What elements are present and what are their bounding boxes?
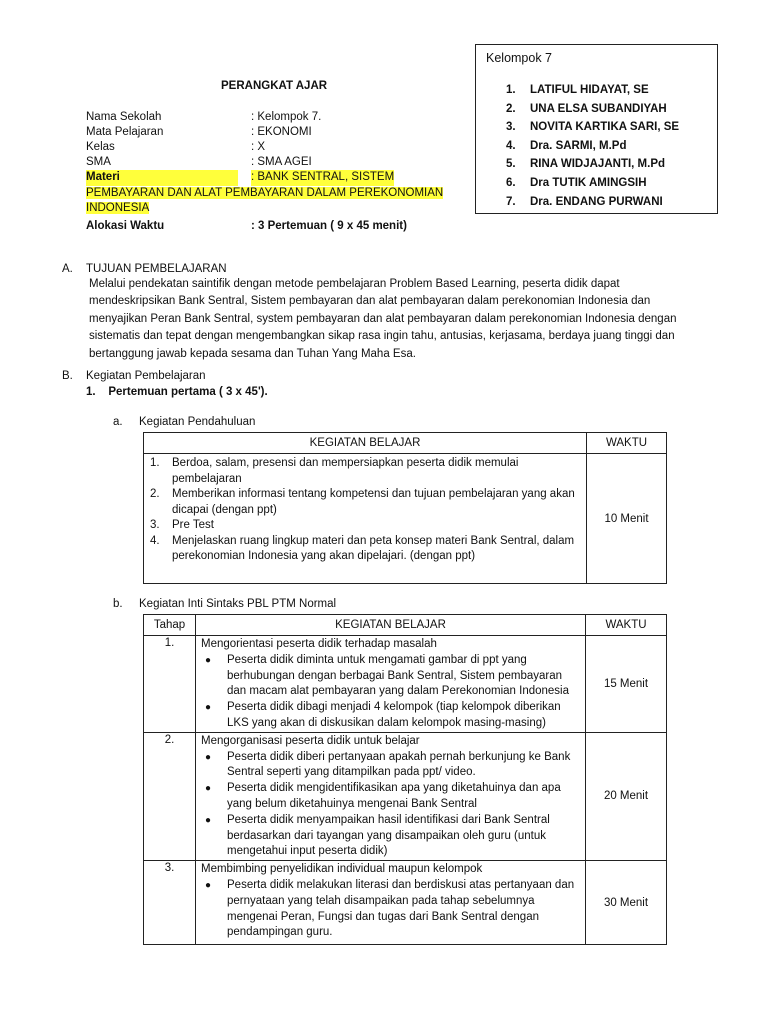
kelompok-member: 7. Dra. ENDANG PURWANI: [506, 195, 663, 208]
meta-row-alokasi-waktu: Alokasi Waktu : 3 Pertemuan ( 9 x 45 menit): [86, 220, 407, 232]
kelompok-member-list: [506, 81, 679, 211]
tahap-title: Mengorientasi peserta didik terhadap masalah: [201, 638, 437, 650]
meta-row-sma: SMA : SMA AGEI: [86, 156, 312, 168]
bullet-list: [201, 878, 577, 941]
column-header: KEGIATAN BELAJAR: [196, 615, 586, 636]
bullet-icon: ●: [205, 702, 212, 714]
kegiatan-cell: [144, 454, 587, 584]
materi-block: [86, 170, 443, 217]
waktu-cell: 15 Menit: [586, 636, 667, 733]
section-b-heading: B. Kegiatan Pembelajaran: [62, 370, 206, 382]
bullet-icon: ●: [205, 654, 212, 666]
kegiatan-cell: [196, 732, 586, 860]
bullet-icon: ●: [205, 783, 212, 795]
kelompok-member: 5. RINA WIDJAJANTI, M.Pd: [506, 158, 666, 171]
table-header-row: [144, 615, 667, 636]
meta-row-mata-pelajaran: Mata Pelajaran : EKONOMI: [86, 126, 312, 138]
table-kegiatan-inti: [143, 614, 667, 945]
list-item: 2. Memberikan informasi tentang kompetensi dan tujuan pembelajaran yang akan dicapai (dengan ppt): [150, 488, 575, 516]
kelompok-box: [475, 44, 718, 214]
waktu-cell: 30 Menit: [586, 861, 667, 945]
table-header-row: [144, 433, 667, 454]
kelompok-member: 3. NOVITA KARTIKA SARI, SE: [506, 121, 680, 134]
sub-a-heading: a. Kegiatan Pendahuluan: [113, 416, 256, 428]
kegiatan-list: [150, 456, 578, 565]
kegiatan-cell: [196, 636, 586, 733]
list-item: ● Peserta didik melakukan literasi dan berdiskusi atas pertanyaan dan pernyataan yang telah disampaikan pada tahap sebelumnya mengenai Peran, Fungsi dan tugas dari Bank Sentral dengan pendampingan guru.: [205, 878, 575, 939]
tahap-title: Mengorganisasi peserta didik untuk belajar: [201, 734, 420, 747]
kegiatan-cell: [196, 861, 586, 945]
meta-row-kelas: Kelas : X: [86, 141, 266, 153]
list-item: ● Peserta didik diminta untuk mengamati gambar di ppt yang berhubungan dengan berbagai Bank Sentral, Sistem pembayaran dan macam alat pembayaran yang dalam Perekonomian Indonesia: [205, 653, 570, 698]
tahap-title: Membimbing penyelidikan individual maupun kelompok: [201, 863, 483, 876]
tahap-cell: 1.: [144, 636, 196, 733]
kelompok-member: 4. Dra. SARMI, M.Pd: [506, 139, 627, 152]
column-header: KEGIATAN BELAJAR: [144, 433, 587, 454]
bullet-list: [201, 750, 577, 861]
bullet-icon: ●: [205, 751, 212, 763]
column-header: Tahap: [144, 615, 196, 636]
list-item: 3. Pre Test: [150, 519, 214, 531]
list-item: 4. Menjelaskan ruang lingkup materi dan peta konsep materi Bank Sentral, dalam perekonomian Indonesia yang akan dipelajari. (dengan ppt): [150, 534, 575, 562]
table-row: [144, 861, 667, 945]
bullet-icon: ●: [205, 814, 212, 826]
materi-value: : BANK SENTRAL, SISTEM: [251, 170, 394, 186]
table-row: [144, 732, 667, 860]
bullet-icon: ●: [205, 879, 212, 891]
materi-label: Materi: [86, 170, 238, 186]
waktu-cell: 10 Menit: [587, 454, 667, 584]
list-item: ● Peserta didik menyampaikan hasil identifikasi dari Bank Sentral berdasarkan dari tayangan yang disampaikan oleh guru (untuk mengetahui input peserta didik): [205, 813, 550, 858]
materi-value-line3: INDONESIA: [86, 202, 150, 214]
column-header: WAKTU: [587, 433, 667, 454]
meta-row-nama-sekolah: Nama Sekolah : Kelompok 7.: [86, 111, 322, 123]
list-item: ● Peserta didik diberi pertanyaan apakah pernah berkunjung ke Bank Sentral seperti yang ditampilkan pada ppt/ video.: [205, 750, 571, 779]
list-item: 1. Berdoa, salam, presensi dan mempersiapkan peserta didik memulai pembelajaran: [150, 457, 519, 485]
list-item: ● Peserta didik dibagi menjadi 4 kelompok (tiap kelompok diberikan LKS yang akan di diskusikan dalam kelompok masing-masing): [205, 701, 561, 729]
kelompok-member: 6. Dra TUTIK AMINGSIH: [506, 176, 647, 189]
kelompok-member: 1. LATIFUL HIDAYAT, SE: [506, 84, 649, 96]
section-a-paragraph: Melalui pendekatan saintifik dengan metode pembelajaran Problem Based Learning, peserta didik dapat mendeskripsikan Bank Sentral, Sistem pembayaran dan alat pembayaran dalam perekonomian Indonesia dan menyajikan Peran Bank Sentral, system pembayaran dan alat pembayaran dalam perekonomian Indonesia dengan sistematis dan tepat dengan mengembangkan sikap rasa ingin tahu, antusias, kerjasama, berdaya juang tinggi dan bertanggung jawab kepada sesama dan Tuhan Yang Maha Esa.: [89, 278, 677, 360]
waktu-cell: 20 Menit: [586, 732, 667, 860]
sub-b-heading: b. Kegiatan Inti Sintaks PBL PTM Normal: [113, 598, 337, 610]
kelompok-title: Kelompok 7: [486, 51, 553, 65]
section-a-heading: A. TUJUAN PEMBELAJARAN: [62, 263, 227, 275]
column-header: WAKTU: [586, 615, 667, 636]
kelompok-member: 2. UNA ELSA SUBANDIYAH: [506, 102, 667, 115]
table-kegiatan-pendahuluan: [143, 432, 667, 584]
pertemuan-heading: 1. Pertemuan pertama ( 3 x 45').: [86, 386, 268, 398]
list-item: ● Peserta didik mengidentifikasikan apa yang diketahuinya dan apa yang belum diketahuinya mengenai Bank Sentral: [205, 782, 561, 810]
tahap-cell: 3.: [144, 861, 196, 945]
table-row: [144, 636, 667, 733]
materi-value-line2: PEMBAYARAN DAN ALAT PEMBAYARAN DALAM PEREKONOMIAN: [86, 186, 444, 199]
document-title: PERANGKAT AJAR: [221, 80, 328, 92]
bullet-list: [201, 653, 577, 732]
table-row: [144, 454, 667, 584]
tahap-cell: 2.: [144, 732, 196, 860]
